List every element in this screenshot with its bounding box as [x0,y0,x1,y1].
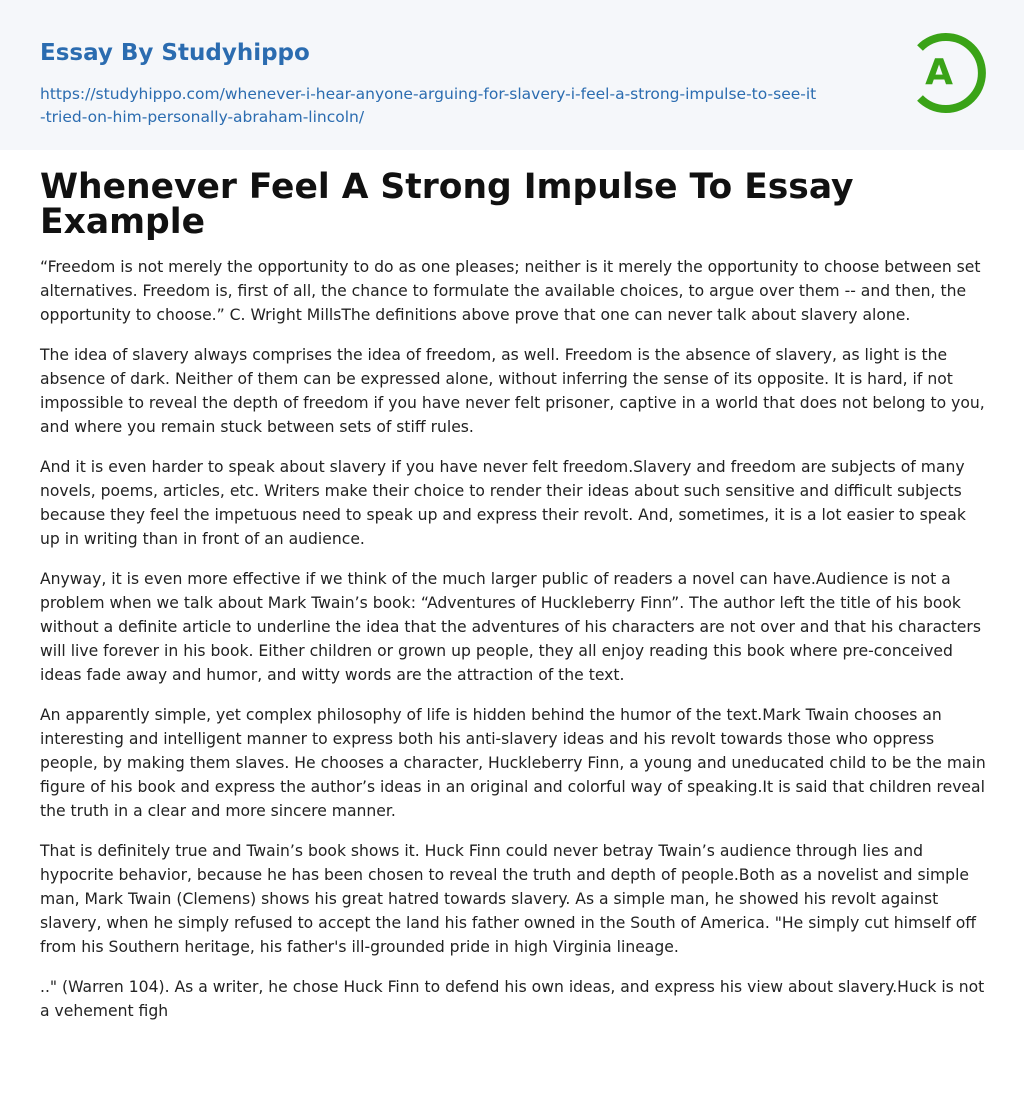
site-header [0,0,1024,150]
article [40,167,986,1039]
article-paragraph: And it is even harder to speak about slavery if you have never felt freedom.Slavery and freedom are subjects of many novels, poems, articles, etc. Writers make their choice to render their ideas about such sensitive and difficult subjects because they feel the impetuous need to speak up and express their revolt. And, sometimes, it is a lot easier to speak up in writing than in front of an audience. [40,458,966,548]
article-paragraph: .." (Warren 104). As a writer, he chose Huck Finn to defend his own ideas, and express his view about slavery.Huck is not a vehement figh [40,978,985,1020]
article-paragraph: Anyway, it is even more effective if we think of the much larger public of readers a novel can have.Audience is not a problem when we talk about Mark Twain’s book: “Adventures of Huckleberry Finn”. The author left the title of his book without a definite article to underline the idea that the adventures of his characters are not over and that his characters will live forever in his book. Either children or grown up people, they all enjoy reading this book where pre-conceived ideas fade away and humor, and witty words are the attraction of the text. [40,570,981,684]
studyhippo-logo-icon[interactable] [906,30,986,116]
article-paragraph: An apparently simple, yet complex philosophy of life is hidden behind the humor of the text.Mark Twain chooses an interesting and intelligent manner to express both his anti-slavery ideas and his revolt towards those who oppress people, by making them slaves. He chooses a character, Huckleberry Finn, a young and uneducated child to be the main figure of his book and express the author’s ideas in an original and colorful way of speaking.It is said that children reveal the truth in a clear and more sincere manner. [40,706,986,820]
article-paragraph: The idea of slavery always comprises the idea of freedom, as well. Freedom is the absence of slavery, as light is the absence of dark. Neither of them can be expressed alone, without inferring the sense of its opposite. It is hard, if not impossible to reveal the depth of freedom if you have never felt prisoner, captive in a world that does not belong to you, and where you remain stuck between sets of stiff rules. [40,346,985,436]
source-url-link[interactable]: https://studyhippo.com/whenever-i-hear-anyone-arguing-for-slavery-i-feel-a-strong-impulse-to-see-it-tried-on-him-personally-abraham-lincoln/ [40,85,817,126]
article-paragraph: That is definitely true and Twain’s book shows it. Huck Finn could never betray Twain’s audience through lies and hypocrite behavior, because he has been chosen to reveal the truth and depth of people.Both as a novelist and simple man, Mark Twain (Clemens) shows his great hatred towards slavery. As a simple man, he showed his revolt against slavery, when he simply refused to accept the land his father owned in the South of America. "He simply cut himself off from his Southern heritage, his father's ill-grounded pride in high Virginia lineage. [40,842,976,956]
logo-letter: A [925,52,953,93]
article-paragraph: “Freedom is not merely the opportunity to do as one pleases; neither is it merely the opportunity to choose between set alternatives. Freedom is, first of all, the chance to formulate the available choices, to argue over them -- and then, the opportunity to choose.” C. Wright MillsThe definitions above prove that one can never talk about slavery alone. [40,258,981,324]
brand-title[interactable]: Essay By Studyhippo [40,40,310,66]
page-title: Whenever Feel A Strong Impulse To Essay Example [40,167,854,242]
